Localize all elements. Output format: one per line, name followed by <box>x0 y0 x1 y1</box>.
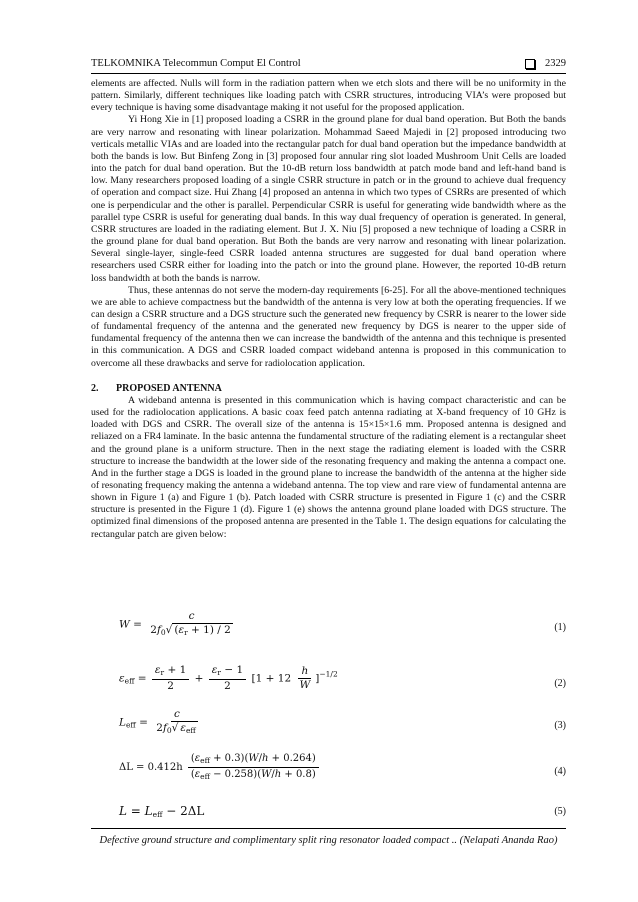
page-footer: Defective ground structure and complimentary split ring resonator loaded compact .. (Nelapati Ananda Rao) <box>91 828 566 846</box>
header-right <box>525 58 566 69</box>
section-title: PROPOSED ANTENNA <box>116 382 222 394</box>
equation-1: W = $\frac{c}{2f_0√ (\varepsilon_r + 1) / 2}$ (1) <box>119 610 566 637</box>
page-number: 2329 <box>545 58 566 69</box>
paragraph: Yi Hong Xie in [1] proposed loading a CSRR in the ground plane for dual band operation. But Both the bands are very narrow and resonating with linear polarization. Mohammad Saeed Majedi in [2] proposed introducing two verticals metallic VIAs and are loaded into the rectangular patch for dual band operation but the impedance bandwidth at both the bands is low. But Binfeng Zong in [3] proposed four annular ring slot loaded Mushroom Unit Cells are loaded into the patch for dual band operation. But the 10-dB return loss bandwidth at patch mode band and left-hand band is low. Many researchers proposed loading of a single CSRR structure in patch or in the ground to achieve dual frequency of operation and compact size. Hui Zhang [4] proposed an antenna in which two types of CSRRs are presented of which one is perpendicular and the other is parallel. Perpendicular CSRR is useful for generating wide bandwidth where as the parallel type CSRR is useful for generating dual bands. In this way dual frequency of operation is generated. In general, CSRR structures are loaded in the radiating element. But J. X. Niu [5] proposed a new technique of loading a CSRR in the ground plane for dual band operation. But Both the bands are very narrow and resonating with linear polarization. Several single-layer, single-feed CSRR loaded antenna structures are suggested for dual band operation where researchers used CSRR either for loading into the patch or into the ground plane. However, the reported 10-dB return loss bandwidth at both the bands is narrow. <box>91 114 566 284</box>
equation-number: (1) <box>554 622 566 633</box>
checkbox-square-icon <box>525 59 535 69</box>
equation-number: (5) <box>554 806 566 817</box>
equation-4: ΔL = 0.412h $\frac{(\varepsilon_{eff} + 0.3)(W/h + 0.264)}{(\varepsilon_{eff} - 0.258)(W/h + 0.8)}$ (4) <box>119 753 566 781</box>
equation-number: (3) <box>554 720 566 731</box>
equation-number: (2) <box>554 678 566 689</box>
equation-2: $\varepsilon_{eff}$ = $\frac{\varepsilon_r + 1}{2}$ + $\frac{\varepsilon_r - 1}{2}$ [1 + 12 $\frac{h}{W}$ ]$^{-1/2}$ (2) <box>119 664 566 692</box>
paragraph: A wideband antenna is presented in this communication which is having compact characteristic and can be used for the radiolocation applications. A basic coax feed patch antenna radiating at X-band frequency of 10 GHz is loaded with DGS and CSRR. The overall size of the antenna is 15×15×1.6 mm. Proposed antenna is designed and reliazed on a FR4 laminate. In the basic antenna the fundamental structure of the radiating element is a rectangular sheet and the ground plane is a uniform structure. Then in the next stage the radiating element is loaded with the CSRR structure to increase the bandwidth at the lower side of the resonating frequency and making the antenna a compact one. And in the further stage a DGS is loaded in the ground plane to increase the bandwidth of the antenna at the higher side of resonating frequency making the antenna a wideband antenna. The top view and rare view of fundamental antenna are shown in Figure 1 (a) and Figure 1 (b). Patch loaded with CSRR structure is presented in Figure 1 (c) and the CSRR structure is presented in the Figure 1 (d). Figure 1 (e) shows the antenna ground plane loaded with DGS structure. The optimized final dimensions of the proposed antenna are presented in the Table 1. The design equations for calculating the rectangular patch are given below: <box>91 394 566 540</box>
page-header <box>91 58 566 74</box>
equation-5: $L = L_{eff} - 2\Delta L$ (5) <box>119 804 566 819</box>
paragraph: elements are affected. Nulls will form in the radiation pattern when we etch slots and there will be no uniformity in the pattern. Similarly, different techniques like loading patch with CSRR structures, introducing VIA’s were proposed but every technique is having some disadvantage making it not useful for the proposed application. <box>91 78 566 114</box>
body-text <box>91 78 566 541</box>
paragraph: Thus, these antennas do not serve the modern-day requirements [6-25]. For all the above-mentioned techniques we are able to achieve compactness but the bandwidth of the antenna is very low at both the operating frequencies. If we can design a CSRR structure and a DGS structure such the generated new frequency by CSRR is nearer to the lower side of fundamental frequency of the antenna and the generated new frequency by DGS is nearer to the upper side of fundamental frequency of the antenna then we can increase the bandwidth of the antenna and this technique is presented in this communication. A DGS and CSRR loaded compact wideband antenna is proposed in this communication to overcome all these drawbacks and serve for radiolocation application. <box>91 284 566 369</box>
equation-3: $L_{eff}$ = $\frac{c}{2f_0√ \varepsilon_{eff}}$ (3) <box>119 708 566 735</box>
section-number: 2. <box>91 382 99 394</box>
section-heading <box>91 383 566 395</box>
equation-number: (4) <box>554 766 566 777</box>
journal-title: TELKOMNIKA Telecommun Comput El Control <box>91 58 301 69</box>
